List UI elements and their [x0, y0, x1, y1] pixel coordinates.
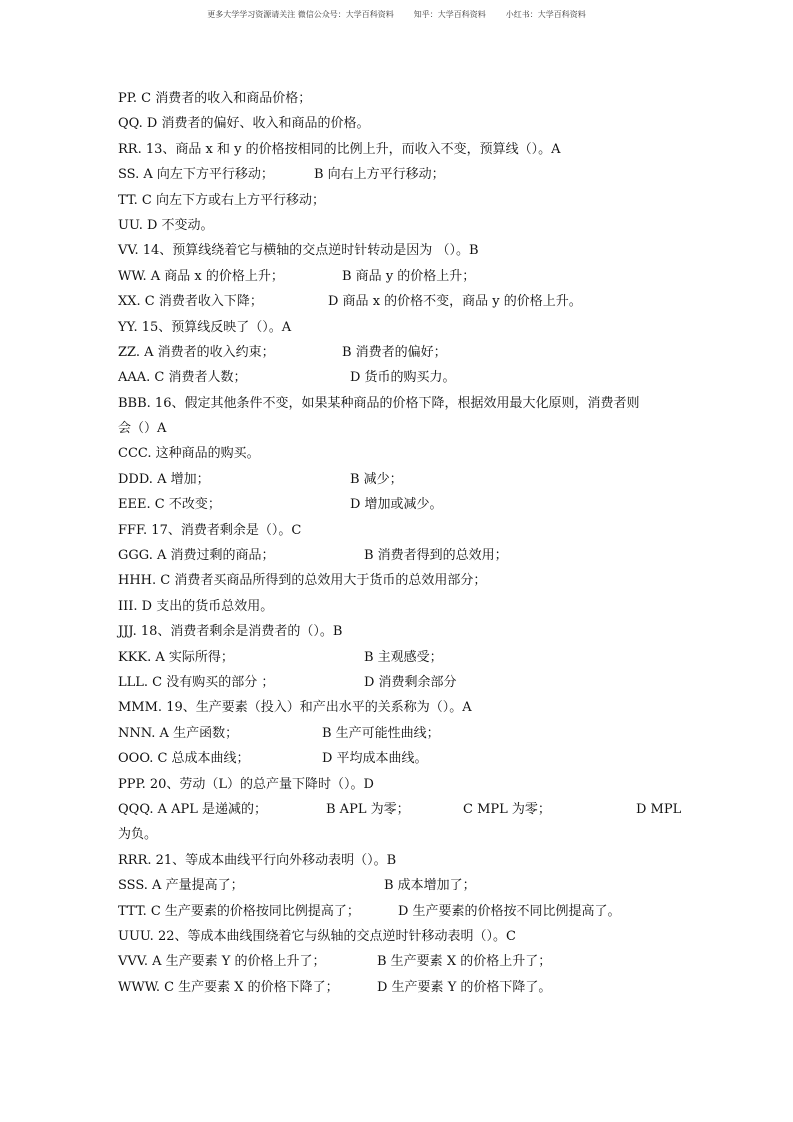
text-line — [118, 695, 678, 720]
line-text: PP. C 消费者的收入和商品价格； — [118, 91, 312, 106]
header-wechat: 更多大学学习资源请关注 微信公众号：大学百科资料 — [207, 10, 394, 19]
text-line — [118, 924, 678, 949]
text-line — [118, 899, 678, 924]
line-text: LLL. C 没有购买的部分 ； — [118, 674, 275, 690]
text-line — [118, 746, 678, 771]
option-text: D 增加或减少。 — [350, 497, 443, 513]
option-text: B 消费者得到的总效用； — [364, 548, 508, 564]
text-line — [118, 264, 678, 289]
text-line — [118, 670, 678, 695]
text-line — [118, 416, 678, 441]
option-text: D 消费剩余部分 — [364, 674, 457, 690]
line-text: EEE. C 不改变； — [118, 497, 221, 513]
line-text: WWW. C 生产要素 X 的价格下降了； — [118, 979, 339, 995]
line-text: RRR. 21、等成本曲线平行向外移动表明（）。B — [118, 852, 397, 868]
line-text: XX. C 消费者收入下降； — [118, 294, 263, 310]
option-text: B 商品 y 的价格上升； — [342, 268, 476, 284]
line-text: UU. D 不变动。 — [118, 217, 214, 233]
line-text: SS. A 向左下方平行移动； — [118, 167, 274, 183]
text-line — [118, 492, 678, 517]
line-text: VVV. A 生产要素 Y 的价格上升了； — [118, 954, 326, 970]
option-text: B 向右上方平行移动； — [314, 167, 445, 183]
line-text: TTT. C 生产要素的价格按同比例提高了； — [118, 903, 360, 919]
line-text: PPP. 20、劳动（L）的总产量下降时（）。D — [118, 776, 374, 792]
option-text: D 平均成本曲线。 — [322, 751, 428, 767]
option-text: B 生产要素 X 的价格上升了； — [377, 954, 552, 970]
line-text: SSS. A 产量提高了； — [118, 878, 244, 894]
text-line — [118, 518, 678, 543]
text-line — [118, 797, 682, 822]
option-text: B 成本增加了； — [384, 878, 476, 894]
line-text: GGG. A 消费过剩的商品； — [118, 548, 275, 564]
option-text: B 消费者的偏好； — [342, 344, 447, 360]
line-text: HHH. C 消费者买商品所得到的总效用大于货币的总效用部分； — [118, 573, 487, 589]
line-text: RR. 13、商品 x 和 y 的价格按相同的比例上升，而收入不变，预算线（）。A — [118, 141, 561, 157]
option-text: D 商品 x 的价格不变，商品 y 的价格上升。 — [328, 294, 582, 310]
text-line — [118, 441, 678, 466]
line-text: QQQ. A APL 是递减的； — [118, 801, 268, 817]
page-header — [0, 9, 793, 21]
text-line — [118, 873, 678, 898]
text-line — [118, 975, 678, 1000]
question-list — [118, 86, 682, 1000]
line-text: BBB. 16、假定其他条件不变，如果某种商品的价格下降，根据效用最大化原则，消费者则 — [118, 395, 640, 411]
line-text: III. D 支出的货币总效用。 — [118, 598, 274, 614]
line-text: TT. C 向左下方或右上方平行移动； — [118, 192, 326, 208]
header-zhihu: 知乎：大学百科资料 — [413, 10, 486, 19]
text-line — [118, 315, 678, 340]
text-line — [118, 543, 678, 568]
text-line — [118, 289, 678, 314]
line-text: KKK. A 实际所得； — [118, 649, 234, 665]
line-text: MMM. 19、生产要素（投入）和产出水平的关系称为（）。A — [118, 700, 472, 716]
option-text: D 生产要素 Y 的价格下降了。 — [377, 979, 552, 995]
option-text: C MPL 为零； — [463, 801, 551, 817]
option-text: B 减少； — [350, 471, 403, 487]
text-line — [118, 111, 678, 136]
text-line — [118, 721, 678, 746]
line-text: YY. 15、预算线反映了（）。A — [118, 319, 292, 335]
option-text: D MPL — [636, 801, 682, 817]
line-text: UUU. 22、等成本曲线围绕着它与纵轴的交点逆时针移动表明（）。C — [118, 928, 516, 944]
text-line — [118, 137, 678, 162]
option-text: B 主观感受； — [364, 649, 443, 665]
line-text: QQ. D 消费者的偏好、收入和商品的价格。 — [118, 116, 370, 132]
line-text: FFF. 17、消费者剩余是（）。C — [118, 522, 302, 538]
text-line — [118, 568, 678, 593]
option-text: D 货币的购买力。 — [350, 370, 456, 386]
text-line — [118, 391, 678, 416]
text-line — [118, 772, 678, 797]
line-text: OOO. C 总成本曲线； — [118, 751, 250, 767]
text-line — [118, 848, 678, 873]
line-text: CCC. 这种商品的购买。 — [118, 446, 260, 462]
option-text: B APL 为零； — [326, 801, 410, 817]
text-line — [118, 340, 678, 365]
line-text: VV. 14、预算线绕着它与横轴的交点逆时针转动是因为 （）。B — [118, 243, 479, 259]
text-line — [118, 213, 678, 238]
option-text: B 生产可能性曲线； — [322, 725, 440, 741]
line-text: AAA. C 消费者人数； — [118, 370, 247, 386]
line-text: WW. A 商品 x 的价格上升； — [118, 268, 284, 284]
text-line — [118, 594, 678, 619]
line-text: NNN. A 生产函数； — [118, 725, 239, 741]
text-line — [118, 619, 678, 644]
text-line — [118, 365, 678, 390]
text-line — [118, 645, 678, 670]
line-text: 为负。 — [118, 827, 158, 843]
text-line — [118, 467, 678, 492]
line-text: 会（）A — [118, 421, 167, 437]
text-line — [118, 949, 678, 974]
text-line — [118, 162, 678, 187]
line-text: ZZ. A 消费者的收入约束； — [118, 344, 275, 360]
text-line — [118, 822, 678, 847]
text-line — [118, 188, 678, 213]
line-text: DDD. A 增加； — [118, 471, 210, 487]
option-text: D 生产要素的价格按不同比例提高了。 — [398, 903, 621, 919]
header-xiaohongshu: 小红书：大学百科资料 — [505, 10, 586, 19]
text-line — [118, 86, 678, 111]
line-text: JJJ. 18、消费者剩余是消费者的（）。B — [118, 624, 343, 640]
text-line — [118, 238, 678, 263]
